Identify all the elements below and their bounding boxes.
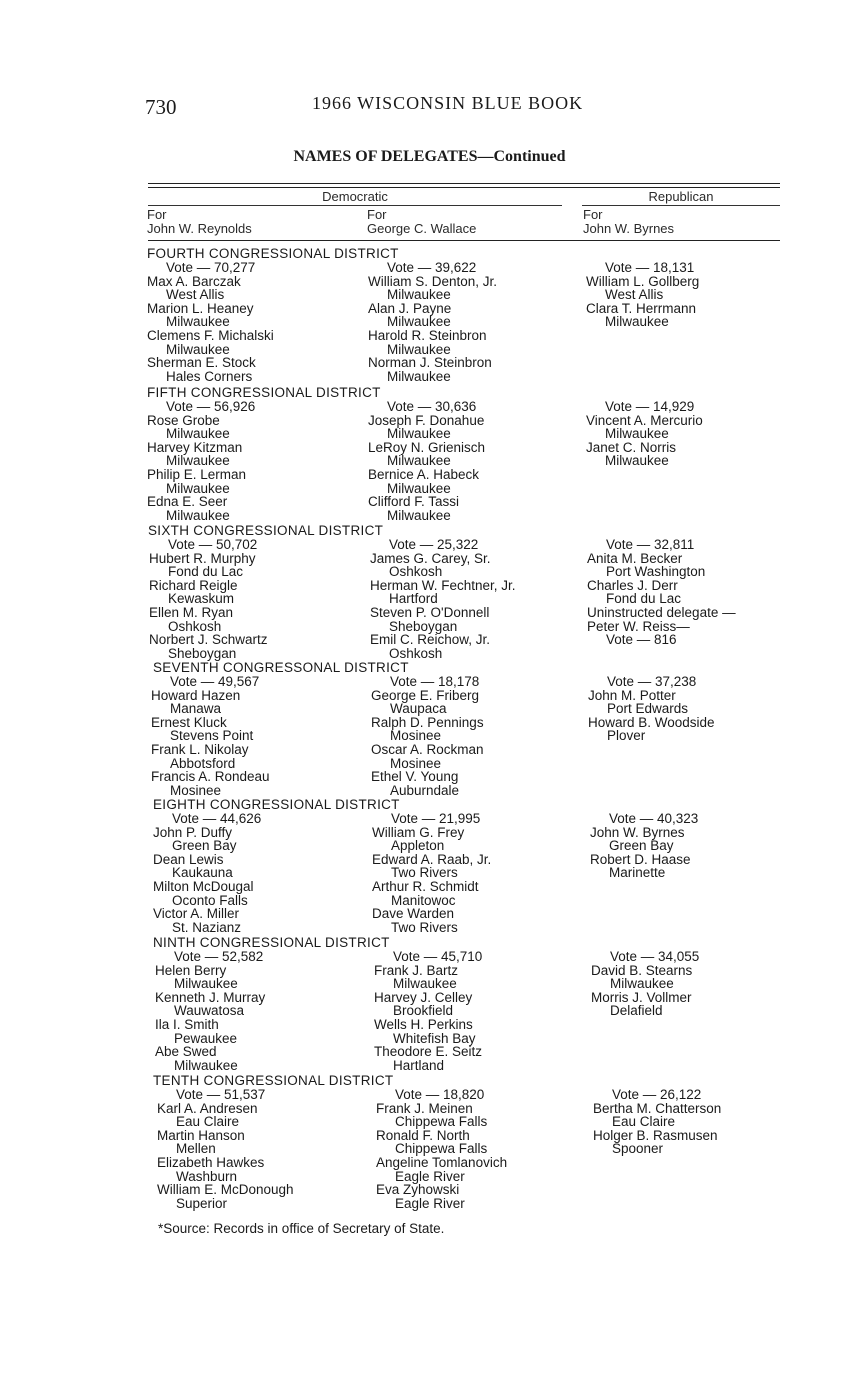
delegate-name: Robert D. Haase bbox=[590, 851, 691, 867]
delegate-name: Oscar A. Rockman bbox=[371, 741, 484, 757]
col2-header-for: For bbox=[367, 207, 387, 222]
delegate-name: Emil C. Reichow, Jr. bbox=[370, 632, 491, 648]
delegate-name: Herman W. Fechtner, Jr. bbox=[370, 577, 516, 593]
delegate-location: Kewaskum bbox=[168, 591, 235, 607]
delegate-name: John P. Duffy bbox=[153, 824, 233, 840]
delegate-location: Sheboygan bbox=[168, 645, 237, 661]
delegate-name: Victor A. Miller bbox=[153, 906, 240, 922]
delegate-location: Milwaukee bbox=[387, 453, 451, 469]
delegate-location: Kaukauna bbox=[172, 865, 233, 881]
vote-count: Vote — 18,131 bbox=[605, 260, 695, 275]
book-title: 1966 WISCONSIN BLUE BOOK bbox=[312, 93, 584, 113]
vote-count: Vote — 56,926 bbox=[166, 399, 256, 414]
delegate-name: Clara T. Herrmann bbox=[586, 300, 697, 316]
party-rule-democratic bbox=[148, 205, 562, 206]
delegate-location: Milwaukee bbox=[166, 426, 230, 442]
delegate-name: Clifford F. Tassi bbox=[368, 494, 460, 510]
district-col1-list bbox=[147, 400, 255, 522]
delegate-name: Edna E. Seer bbox=[147, 494, 228, 510]
delegate-location: Hales Corners bbox=[166, 368, 253, 384]
delegate-name: Ernest Kluck bbox=[151, 714, 227, 730]
delegate-location: Abbotsford bbox=[170, 755, 236, 771]
vote-count: Vote — 25,322 bbox=[389, 537, 479, 552]
district-col3-list bbox=[586, 400, 703, 468]
district-title: TENTH CONGRESSIONAL DISTRICT bbox=[153, 1073, 394, 1088]
delegate-location: Fond du Lac bbox=[606, 591, 682, 607]
delegate-location: Eau Claire bbox=[612, 1114, 676, 1130]
district-title: SIXTH CONGRESSIONAL DISTRICT bbox=[148, 523, 384, 538]
delegate-name: Dave Warden bbox=[372, 906, 455, 922]
delegate-name: Peter W. Reiss— bbox=[587, 618, 690, 634]
delegate-name: Helen Berry bbox=[155, 962, 227, 978]
delegate-location: Milwaukee bbox=[387, 287, 451, 303]
delegate-location: Mellen bbox=[176, 1141, 216, 1157]
delegate-location: Manitowoc bbox=[391, 892, 456, 908]
district-col3-list bbox=[586, 261, 699, 329]
delegate-name: Edward A. Raab, Jr. bbox=[372, 851, 492, 867]
vote-count: Vote — 70,277 bbox=[166, 260, 256, 275]
delegate-name: Martin Hanson bbox=[157, 1127, 245, 1143]
delegate-location: Mosinee bbox=[390, 728, 442, 744]
district-col2-list bbox=[370, 538, 516, 660]
col3-header-candidate: John W. Byrnes bbox=[583, 221, 675, 236]
delegate-location: Milwaukee bbox=[174, 1057, 238, 1073]
delegate-location: Hartford bbox=[389, 591, 438, 607]
district-col2-list bbox=[372, 812, 491, 934]
delegate-location: Oshkosh bbox=[168, 618, 222, 634]
district-title: EIGHTH CONGRESSIONAL DISTRICT bbox=[153, 797, 400, 812]
delegate-name: Morris J. Vollmer bbox=[591, 989, 692, 1005]
delegate-location: Superior bbox=[176, 1195, 228, 1211]
delegate-location: Manawa bbox=[170, 701, 222, 717]
delegate-location: Vote — 816 bbox=[606, 632, 677, 648]
delegate-name: Vincent A. Mercurio bbox=[586, 412, 703, 428]
delegate-name: Philip E. Lerman bbox=[147, 466, 247, 482]
delegate-name: Ellen M. Ryan bbox=[149, 604, 234, 620]
delegate-name: Ila I. Smith bbox=[155, 1016, 219, 1032]
delegate-location: Spooner bbox=[612, 1141, 664, 1157]
vote-count: Vote — 37,238 bbox=[607, 674, 697, 689]
delegate-name: George E. Friberg bbox=[371, 687, 480, 703]
vote-count: Vote — 32,811 bbox=[606, 537, 695, 552]
delegate-location: Milwaukee bbox=[166, 314, 230, 330]
delegate-location: Oshkosh bbox=[389, 645, 443, 661]
delegate-name: LeRoy N. Grienisch bbox=[368, 439, 486, 455]
delegate-name: Kenneth J. Murray bbox=[155, 989, 266, 1005]
delegate-location: Green Bay bbox=[609, 838, 674, 854]
delegate-name: William E. McDonough bbox=[157, 1182, 294, 1198]
delegate-name: Ethel V. Young bbox=[371, 769, 459, 785]
delegate-name: Richard Reigle bbox=[149, 577, 238, 593]
delegate-name: David B. Stearns bbox=[591, 962, 693, 978]
delegate-location: Milwaukee bbox=[166, 453, 230, 469]
vote-count: Vote — 52,582 bbox=[174, 949, 264, 964]
delegate-name: Bertha M. Chatterson bbox=[593, 1100, 722, 1116]
delegate-location: West Allis bbox=[605, 287, 664, 303]
vote-count: Vote — 40,323 bbox=[609, 811, 699, 826]
district-col3-list bbox=[588, 675, 715, 743]
delegate-name: Elizabeth Hawkes bbox=[157, 1154, 265, 1170]
delegate-location: Sheboygan bbox=[389, 618, 458, 634]
district-col2-list bbox=[374, 950, 482, 1072]
delegate-location: Milwaukee bbox=[387, 480, 451, 496]
delegate-name: Milton McDougal bbox=[153, 878, 254, 894]
delegate-location: Milwaukee bbox=[605, 426, 669, 442]
party-democratic-label: Democratic bbox=[322, 189, 388, 204]
section-title: NAMES OF DELEGATES—Continued bbox=[293, 148, 566, 165]
delegate-name: Hubert R. Murphy bbox=[149, 550, 256, 566]
vote-count: Vote — 30,636 bbox=[387, 399, 477, 414]
delegate-location: Wauwatosa bbox=[174, 1003, 245, 1019]
delegate-name: Abe Swed bbox=[155, 1044, 217, 1060]
district-title: NINTH CONGRESSIONAL DISTRICT bbox=[153, 935, 390, 950]
delegate-location: Marinette bbox=[609, 865, 666, 881]
delegate-location: Two Rivers bbox=[391, 865, 458, 881]
party-rule-republican bbox=[582, 205, 780, 206]
delegate-location: Milwaukee bbox=[605, 453, 669, 469]
delegate-name: Max A. Barczak bbox=[147, 273, 241, 289]
delegate-location: St. Nazianz bbox=[172, 919, 242, 935]
col2-header bbox=[367, 208, 476, 236]
delegate-name: Dean Lewis bbox=[153, 851, 224, 867]
delegate-location: Milwaukee bbox=[387, 341, 451, 357]
col3-header-for: For bbox=[583, 207, 603, 222]
delegate-location: Milwaukee bbox=[166, 507, 230, 523]
district-col3-list bbox=[591, 950, 699, 1018]
delegate-name: Joseph F. Donahue bbox=[368, 412, 485, 428]
delegate-name: Ralph D. Pennings bbox=[371, 714, 484, 730]
delegate-location: Milwaukee bbox=[387, 368, 451, 384]
district-col1-list bbox=[149, 538, 268, 660]
col1-header-for: For bbox=[147, 207, 167, 222]
delegate-name: Alan J. Payne bbox=[368, 300, 452, 316]
delegate-location: Oconto Falls bbox=[172, 892, 248, 908]
top-rule-2 bbox=[148, 187, 780, 188]
delegate-name: Harvey J. Celley bbox=[374, 989, 473, 1005]
vote-count: Vote — 18,178 bbox=[390, 674, 480, 689]
delegate-location: Milwaukee bbox=[610, 976, 674, 992]
delegate-location: Milwaukee bbox=[387, 507, 451, 523]
delegate-location: Oshkosh bbox=[389, 564, 443, 580]
district-col2-list bbox=[368, 261, 497, 383]
district-col2-list bbox=[368, 400, 485, 522]
delegate-name: John M. Potter bbox=[588, 687, 676, 703]
header-bottom-rule bbox=[148, 240, 780, 241]
delegate-location: Milwaukee bbox=[174, 976, 238, 992]
col1-header-candidate: John W. Reynolds bbox=[147, 221, 252, 236]
delegate-location: Milwaukee bbox=[166, 480, 230, 496]
delegate-name: Norman J. Steinbron bbox=[368, 355, 492, 371]
district-col2-list bbox=[371, 675, 484, 797]
district-col1-list bbox=[151, 675, 270, 797]
delegate-name: Uninstructed delegate — bbox=[587, 604, 736, 620]
vote-count: Vote — 45,710 bbox=[393, 949, 483, 964]
district-title: FIFTH CONGRESSIONAL DISTRICT bbox=[147, 385, 381, 400]
delegate-name: William L. Gollberg bbox=[586, 273, 700, 289]
delegate-name: Bernice A. Habeck bbox=[368, 466, 480, 482]
delegate-location: West Allis bbox=[166, 287, 225, 303]
delegate-location: Milwaukee bbox=[605, 314, 669, 330]
delegate-name: Frank L. Nikolay bbox=[151, 741, 249, 757]
delegate-name: Anita M. Becker bbox=[587, 550, 683, 566]
delegate-name: Howard B. Woodside bbox=[588, 714, 715, 730]
delegate-location: Auburndale bbox=[390, 782, 460, 798]
top-rule bbox=[148, 183, 780, 184]
delegate-name: Clemens F. Michalski bbox=[147, 327, 274, 343]
delegate-location: Milwaukee bbox=[387, 426, 451, 442]
delegate-location: Hartland bbox=[393, 1057, 445, 1073]
delegate-location: Chippewa Falls bbox=[395, 1114, 488, 1130]
delegate-location: Port Washington bbox=[606, 564, 706, 580]
vote-count: Vote — 26,122 bbox=[612, 1087, 702, 1102]
delegate-name: Charles J. Derr bbox=[587, 577, 678, 593]
delegate-name: Marion L. Heaney bbox=[147, 300, 254, 316]
delegate-name: William S. Denton, Jr. bbox=[368, 273, 498, 289]
delegate-location: Milwaukee bbox=[393, 976, 457, 992]
page-number: 730 bbox=[145, 95, 177, 119]
district-title: SEVENTH CONGRESSONAL DISTRICT bbox=[153, 660, 409, 675]
delegate-name: Howard Hazen bbox=[151, 687, 241, 703]
col2-header-candidate: George C. Wallace bbox=[367, 221, 477, 236]
delegate-location: Chippewa Falls bbox=[395, 1141, 488, 1157]
delegate-name: Karl A. Andresen bbox=[157, 1100, 258, 1116]
vote-count: Vote — 34,055 bbox=[610, 949, 700, 964]
delegate-name: Frank J. Bartz bbox=[374, 962, 459, 978]
col1-header bbox=[147, 208, 252, 236]
vote-count: Vote — 21,995 bbox=[391, 811, 481, 826]
delegate-location: Plover bbox=[607, 728, 646, 744]
delegate-name: Steven P. O'Donnell bbox=[370, 604, 490, 620]
delegate-location: Brookfield bbox=[393, 1003, 454, 1019]
delegate-name: John W. Byrnes bbox=[590, 824, 685, 840]
district-col1-list bbox=[157, 1088, 294, 1210]
delegate-name: Eva Zyhowski bbox=[376, 1182, 460, 1198]
footnote: *Source: Records in office of Secretary of State. bbox=[158, 1221, 445, 1236]
delegate-location: Eagle River bbox=[395, 1195, 465, 1211]
delegate-name: Arthur R. Schmidt bbox=[372, 878, 479, 894]
vote-count: Vote — 14,929 bbox=[605, 399, 695, 414]
district-col1-list bbox=[147, 261, 274, 383]
vote-count: Vote — 39,622 bbox=[387, 260, 477, 275]
delegate-name: Rose Grobe bbox=[147, 412, 220, 428]
delegate-name: Janet C. Norris bbox=[586, 439, 677, 455]
delegate-location: Waupaca bbox=[390, 701, 447, 717]
delegate-location: Port Edwards bbox=[607, 701, 689, 717]
delegate-location: Mosinee bbox=[170, 782, 222, 798]
delegate-name: Wells H. Perkins bbox=[374, 1016, 473, 1032]
district-col3-list bbox=[590, 812, 698, 880]
delegate-location: Milwaukee bbox=[166, 341, 230, 357]
vote-count: Vote — 51,537 bbox=[176, 1087, 266, 1102]
delegate-location: Eau Claire bbox=[176, 1114, 240, 1130]
district-col1-list bbox=[155, 950, 265, 1072]
delegate-location: Mosinee bbox=[390, 755, 442, 771]
district-col3-list bbox=[593, 1088, 721, 1156]
vote-count: Vote — 44,626 bbox=[172, 811, 262, 826]
vote-count: Vote — 49,567 bbox=[170, 674, 260, 689]
delegate-location: Pewaukee bbox=[174, 1030, 238, 1046]
delegate-name: Frank J. Meinen bbox=[376, 1100, 473, 1116]
delegate-name: Holger B. Rasmusen bbox=[593, 1127, 718, 1143]
delegate-name: Harold R. Steinbron bbox=[368, 327, 487, 343]
delegate-name: Francis A. Rondeau bbox=[151, 769, 270, 785]
delegate-name: Norbert J. Schwartz bbox=[149, 632, 268, 648]
district-col2-list bbox=[376, 1088, 507, 1210]
vote-count: Vote — 50,702 bbox=[168, 537, 258, 552]
delegate-location: Two Rivers bbox=[391, 919, 458, 935]
delegate-name: William G. Frey bbox=[372, 824, 465, 840]
delegate-location: Delafield bbox=[610, 1003, 663, 1019]
delegate-location: Appleton bbox=[391, 838, 445, 854]
delegate-location: Fond du Lac bbox=[168, 564, 244, 580]
district-col1-list bbox=[153, 812, 261, 934]
delegate-location: Milwaukee bbox=[387, 314, 451, 330]
delegate-name: Ronald F. North bbox=[376, 1127, 470, 1143]
delegate-location: Washburn bbox=[176, 1168, 238, 1184]
delegate-location: Whitefish Bay bbox=[393, 1030, 476, 1046]
delegate-location: Eagle River bbox=[395, 1168, 465, 1184]
district-col3-list bbox=[587, 538, 736, 647]
delegate-location: Stevens Point bbox=[170, 728, 254, 744]
delegate-name: Theodore E. Seitz bbox=[374, 1044, 483, 1060]
delegate-name: Harvey Kitzman bbox=[147, 439, 243, 455]
col3-header bbox=[583, 208, 674, 236]
delegate-name: Angeline Tomlanovich bbox=[376, 1154, 508, 1170]
delegate-location: Green Bay bbox=[172, 838, 237, 854]
delegate-name: James G. Carey, Sr. bbox=[370, 550, 491, 566]
delegate-name: Sherman E. Stock bbox=[147, 355, 256, 371]
district-title: FOURTH CONGRESSIONAL DISTRICT bbox=[147, 246, 399, 261]
party-republican-label: Republican bbox=[648, 189, 714, 204]
vote-count: Vote — 18,820 bbox=[395, 1087, 485, 1102]
